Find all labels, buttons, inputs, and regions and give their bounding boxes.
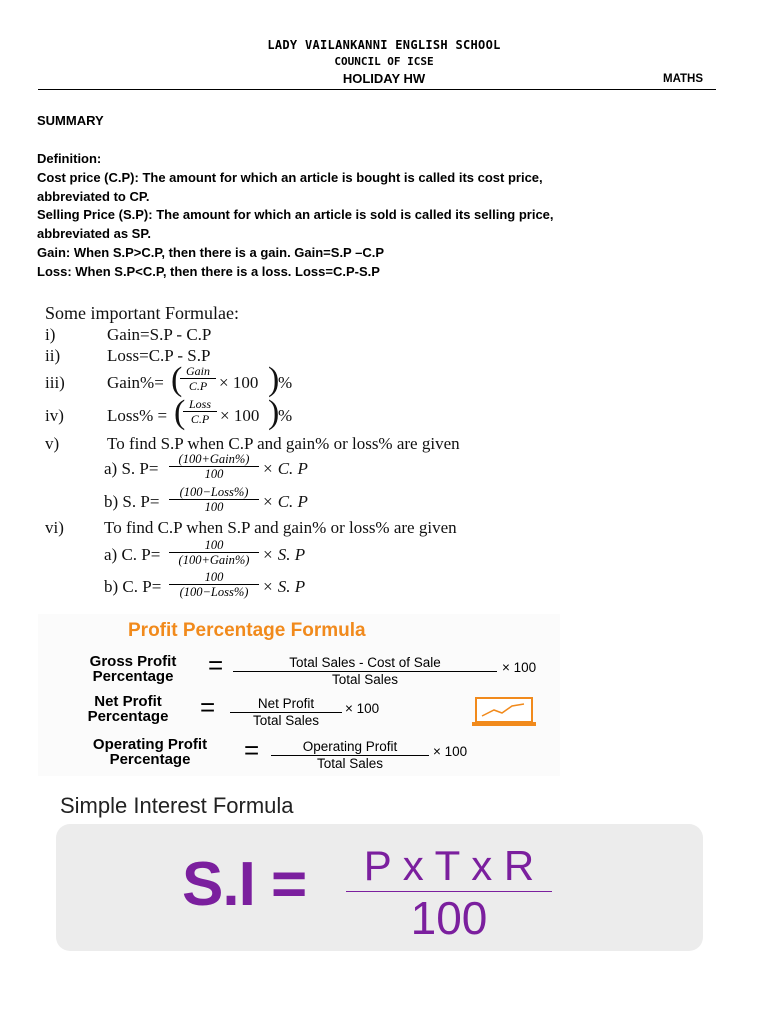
fraction-numerator: Gain — [180, 364, 216, 379]
page-title: HOLIDAY HW — [342, 71, 426, 86]
summary-line: abbreviated as SP. — [37, 226, 151, 241]
percent-sign: % — [278, 373, 293, 392]
formulae-heading: Some important Formulae: — [45, 303, 239, 323]
formula-loss-percent-label: Loss% = — [107, 406, 168, 425]
formula-number: iv) — [45, 406, 64, 425]
times-cp: × C. P — [262, 492, 308, 511]
label-line: Net Profit — [94, 693, 162, 710]
fraction-denominator: 100 — [204, 500, 224, 514]
label-line: Percentage — [92, 668, 174, 685]
fraction-denominator: Total Sales — [331, 672, 399, 687]
paren-right: ) — [268, 394, 280, 431]
fraction-numerator: Operating Profit — [271, 739, 429, 756]
summary-line: Selling Price (S.P): The amount for which an article is sold is called its selling price, — [37, 207, 554, 222]
formula-gain-percent-label: Gain%= — [107, 373, 164, 392]
sp-loss-fraction — [169, 485, 259, 514]
formula-find-cp: To find C.P when S.P and gain% or loss% are given — [104, 518, 457, 537]
summary-line: abbreviated to CP. — [37, 189, 150, 204]
operating-profit-label — [62, 737, 238, 767]
times-hundred: × 100 — [219, 373, 259, 392]
times-hundred: × 100 — [433, 744, 468, 759]
subject-label: MATHS — [663, 73, 704, 85]
fraction-denominator: C.P — [188, 379, 208, 393]
label-line: Percentage — [87, 708, 169, 725]
formula-find-sp: To find S.P when C.P and gain% or loss% are given — [107, 434, 460, 453]
fraction-denominator: (100−Loss%) — [179, 585, 249, 599]
equals-sign: = — [200, 692, 216, 722]
si-lhs: S.I = — [182, 850, 307, 919]
si-numerator: P x T x R — [346, 843, 552, 892]
fraction-numerator: (100+Gain%) — [169, 452, 259, 467]
school-name: LADY VAILANKANNI ENGLISH SCHOOL — [267, 38, 501, 52]
paren-left: ( — [171, 361, 183, 398]
simple-interest-title: Simple Interest Formula — [60, 793, 294, 818]
fraction-numerator: 100 — [169, 538, 259, 553]
cp-gain-fraction — [169, 538, 259, 567]
percent-sign: % — [278, 406, 293, 425]
fraction-numerator: Total Sales - Cost of Sale — [233, 655, 497, 672]
net-profit-label — [62, 694, 194, 724]
times-sp: × S. P — [262, 577, 306, 596]
paren-left: ( — [174, 394, 186, 431]
times-sp: × S. P — [262, 545, 306, 564]
summary-heading: SUMMARY — [37, 113, 104, 128]
formula-number: iii) — [45, 373, 65, 392]
label-line: Percentage — [109, 751, 191, 768]
profit-title: Profit Percentage Formula — [128, 620, 366, 641]
times-hundred: × 100 — [220, 406, 260, 425]
fraction-numerator: 100 — [169, 570, 259, 585]
loss-fraction — [183, 397, 217, 426]
gross-profit-label — [62, 654, 204, 684]
fraction-numerator: Net Profit — [230, 696, 342, 713]
equals-sign: = — [208, 650, 224, 680]
formula-number: v) — [45, 434, 60, 453]
line-chart-icon — [472, 696, 536, 728]
equals-sign: = — [244, 735, 260, 765]
formula-number: ii) — [45, 346, 61, 365]
formula-cp-gain-label: a) C. P= — [104, 545, 161, 564]
fraction-denominator: Total Sales — [316, 756, 384, 771]
fraction-numerator: (100−Loss%) — [169, 485, 259, 500]
summary-line: Gain: When S.P>C.P, then there is a gain. Gain=S.P –C.P — [37, 245, 385, 260]
paren-right: ) — [268, 361, 280, 398]
formula-gain: Gain=S.P - C.P — [107, 325, 212, 344]
council-name: COUNCIL OF ICSE — [334, 55, 434, 68]
formula-number: vi) — [45, 518, 64, 537]
formula-sp-gain-label: a) S. P= — [104, 459, 159, 478]
net-profit-fraction — [230, 696, 342, 728]
fraction-numerator: Loss — [183, 397, 217, 412]
times-hundred: × 100 — [345, 701, 380, 716]
summary-line: Loss: When S.P<C.P, then there is a loss. Loss=C.P-S.P — [37, 264, 380, 279]
header-divider — [38, 89, 716, 90]
gain-fraction — [180, 364, 216, 393]
fraction-denominator: (100+Gain%) — [178, 553, 250, 567]
summary-line: Cost price (C.P): The amount for which an article is bought is called its cost price, — [37, 170, 543, 185]
sp-gain-fraction — [169, 452, 259, 481]
formula-sp-loss-label: b) S. P= — [104, 492, 160, 511]
label-line: Gross Profit — [89, 653, 177, 670]
gross-profit-fraction — [233, 655, 497, 687]
formula-number: i) — [45, 325, 56, 344]
cp-loss-fraction — [169, 570, 259, 599]
formula-cp-loss-label: b) C. P= — [104, 577, 162, 596]
operating-profit-fraction — [271, 739, 429, 771]
fraction-denominator: Total Sales — [252, 713, 320, 728]
label-line: Operating Profit — [92, 736, 208, 753]
definition-label: Definition: — [37, 151, 102, 166]
si-denominator: 100 — [410, 892, 488, 944]
fraction-denominator: 100 — [204, 467, 224, 481]
times-cp: × C. P — [262, 459, 308, 478]
fraction-denominator: C.P — [190, 412, 210, 426]
times-hundred: × 100 — [502, 660, 537, 675]
formula-loss: Loss=C.P - S.P — [107, 346, 211, 365]
